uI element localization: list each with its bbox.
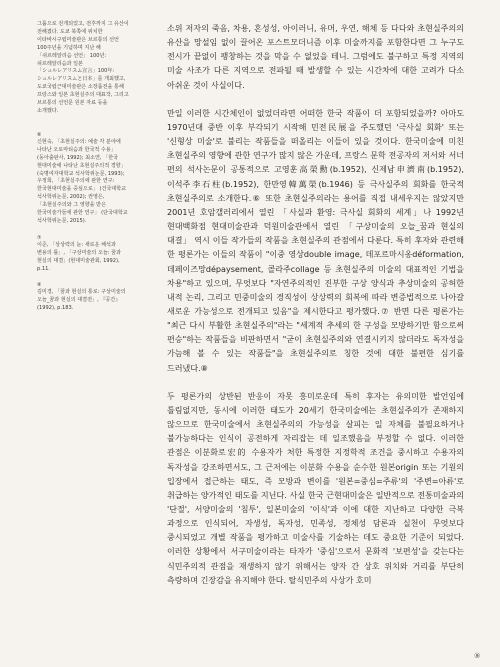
page-number-mark: ⑨ [474,652,481,660]
sidenote-7: 이준, 「상상력의 눈: 새로운 해석과 변용의 틀」, 「구상미술의 오늘: 꿈과 현실의 대결」(현대미술관회, 1992), p.11. [37,241,121,272]
sidenote-1: 그룹으로 전개되었고, 전후까지 그 유산이 전해졌다. 도쿄 북쪽에 위치한 이타바시구립미술관은 브르통의 선언 100주년을 기념하며 지난 해 「쉬르레알리슴 선언」 100년: 쉬르레알리슴과 일본 「シュルレアリスム宣言」100年: シュルレアリスムと日本」를 개최했고, 도쿄국립근대미술관은 소장품전을 통해 프랑스와 일본 초현실주의 대표작, 그리고 브르통의 선언문 원본 자료 등을 소개했다. [37,21,129,114]
sidenote-6: 신현숙, 「초현실주의: 예술 각 분야에 나타난 오토마티슴과 한국적 수용」 (동아출판사, 1992); 최소연, 「한국 현대미술에 나타난 초현실주의적 경향」(숙명여자대학교 석사학위논문, 1993); 우정희, 「초현실주의에 관한 연구: 한국현대미술을 중심으로」 (건국대학교 석사학위논문, 2002); 권영은, 「초현실주의와 그 영향을 받은 한국미술가들에 관한 연구」 (단국대학교 석사학위논문, 2015). [37,138,128,224]
sidenote-8: 김미경, 「꿈과 현실의 통로: 구상미술의 오늘_꿈과 현실의 대결전」, 『공간』(1992), p.183. [37,289,126,312]
paragraph-1: 소위 저자의 죽음, 차용, 혼성성, 아이러니, 유머, 우연, 해체 등 다다와 초현실주의의 유산을 망설임 없이 끌어온 포스트모더니즘 이후 미술까지를 포함한다면 그 누구도 전시가 끝없이 팽창하는 것을 막을 수 없었을 테니. 그럼에도 불구하고 특정 지역의 미술 사조가 다른 지역으로 전파될 때 발생할 수 있는 시간차에 대한 고려가 다소 아쉬운 것이 사실이다. [167,24,464,90]
paragraph-3: 두 평론가의 상반된 반응이 자못 흥미로운데 특히 후자는 유의미한 발언임에 틀림없지만, 동시에 이러한 태도가 20세기 한국미술에는 초현실주의가 존재하지 않으므로 한국미술에서 초현실주의의 가능성을 살피는 일 자체를 불필요하거나 불가능하다는 인식이 공전하게 자리잡는 데 일조했음을 부정할 수 없다. 이러한 관점은 이분화로宏的 수용자가 처한 특정한 지정학적 조건을 중시하고 수용자의 독자성을 강조하면서도, 그 근저에는 이분화 수용을 순수한 원본origin 또는 기원의 입장에서 접근하는 태도, 즉 모방과 변이를 '원본=중심=주류'의 '주변=아류'로 취급하는 양가적인 태도를 지닌다. 사실 한국 근현대미술은 일반적으로 전통미술과의 '단절', 서양미술의 '침투', 일본미술의 '이식'과 이에 대한 지난하고 다양한 극복 과정으로 인식되어, 자생성, 독자성, 민족성, 정체성 담론과 실천이 무엇보다 중시되었고 개별 작품을 평가하고 미술사를 기술하는 데도 중요한 기준이 되었다. 이러한 상황에서 서구미술이라는 타자가 '중심'으로서 문화적 '보편성'을 갖는다는 식민주의적 관점을 재생하지 않기 위해서는 양자 간 상호 위치와 거리를 부단히 측량하며 긴장감을 유지해야 한다. 탈식민주의 사상가 호미 [167,391,464,585]
sidenote-marker-6: ⑥ [37,131,42,138]
body-text [167,22,464,588]
sidenote-marker-8: ⑧ [37,282,42,289]
sidenote-marker-7: ⑦ [37,234,42,241]
sidenotes [37,21,129,313]
paragraph-2: 만일 이러한 시간체인이 없었더라면 어떠한 한국 작품이 더 포함되었을까? 아마도 1970년대 중반 이후 부각되기 시작해 민전民展을 주도했던 '극사실 회화' 또는 '신형상 미술'로 불리는 작품들을 떠올리는 이들이 있을 것이다. 한국미술에 미친 초현실주의 영향에 관한 연구가 많지 않은 가운데, 프랑스 문학 전공자의 저서와 서너 편의 석사논문이 공통적으로 고영훈高榮勳(b.1952), 신제남申濟南(b.1952), 이석주李石柱(b.1952), 한만영韓萬榮(b.1946) 등 극사실주의 회화를 한국적 초현실주의로 소개한다.⑥ 또한 초현실주의라는 용어를 직접 내세우지는 않았지만 2001년 호암갤러리에서 열린 「사실과 환영: 극사실 회화의 세계」나 1992년 현대백화점 현대미술관과 덕원미술관에서 열린 「구상미술의 오늘_꿈과 현실의 대결」 역시 이들 작가들의 작품을 초현실주의 관점에서 다룬다. 특히 후자와 관련해 한 평론가는 이들의 작품이 "이중 영상double image, 데포르마시옹déformation, 데페이즈망dépaysement, 콜라주collage 등 초현실주의 미술의 대표적인 기법을 차용"하고 있으며, 무엇보다 "자연주의적인 진부한 구상 양식과 추상미술의 공허한 내적 논리, 그리고 민중미술의 경직성이 상상력의 회복에 따라 변증법적으로 나아갈 새로운 가능성으로 전개되고 있음"을 제시한다고 평가했다.⑦ 반면 다른 평론가는 "최근 다시 부활한 초현실주의"라는 "세계적 추세의 한 구성을 모방하기만 함으로써 편승"하는 작품들을 비판하면서 "굳이 초현실주의와 연결시키지 않더라도 독자성을 가늠해 볼 수 있는 작품들"을 초현실주의로 칭한 것에 대한 불편한 심기를 드러냈다.⑧ [167,108,464,373]
